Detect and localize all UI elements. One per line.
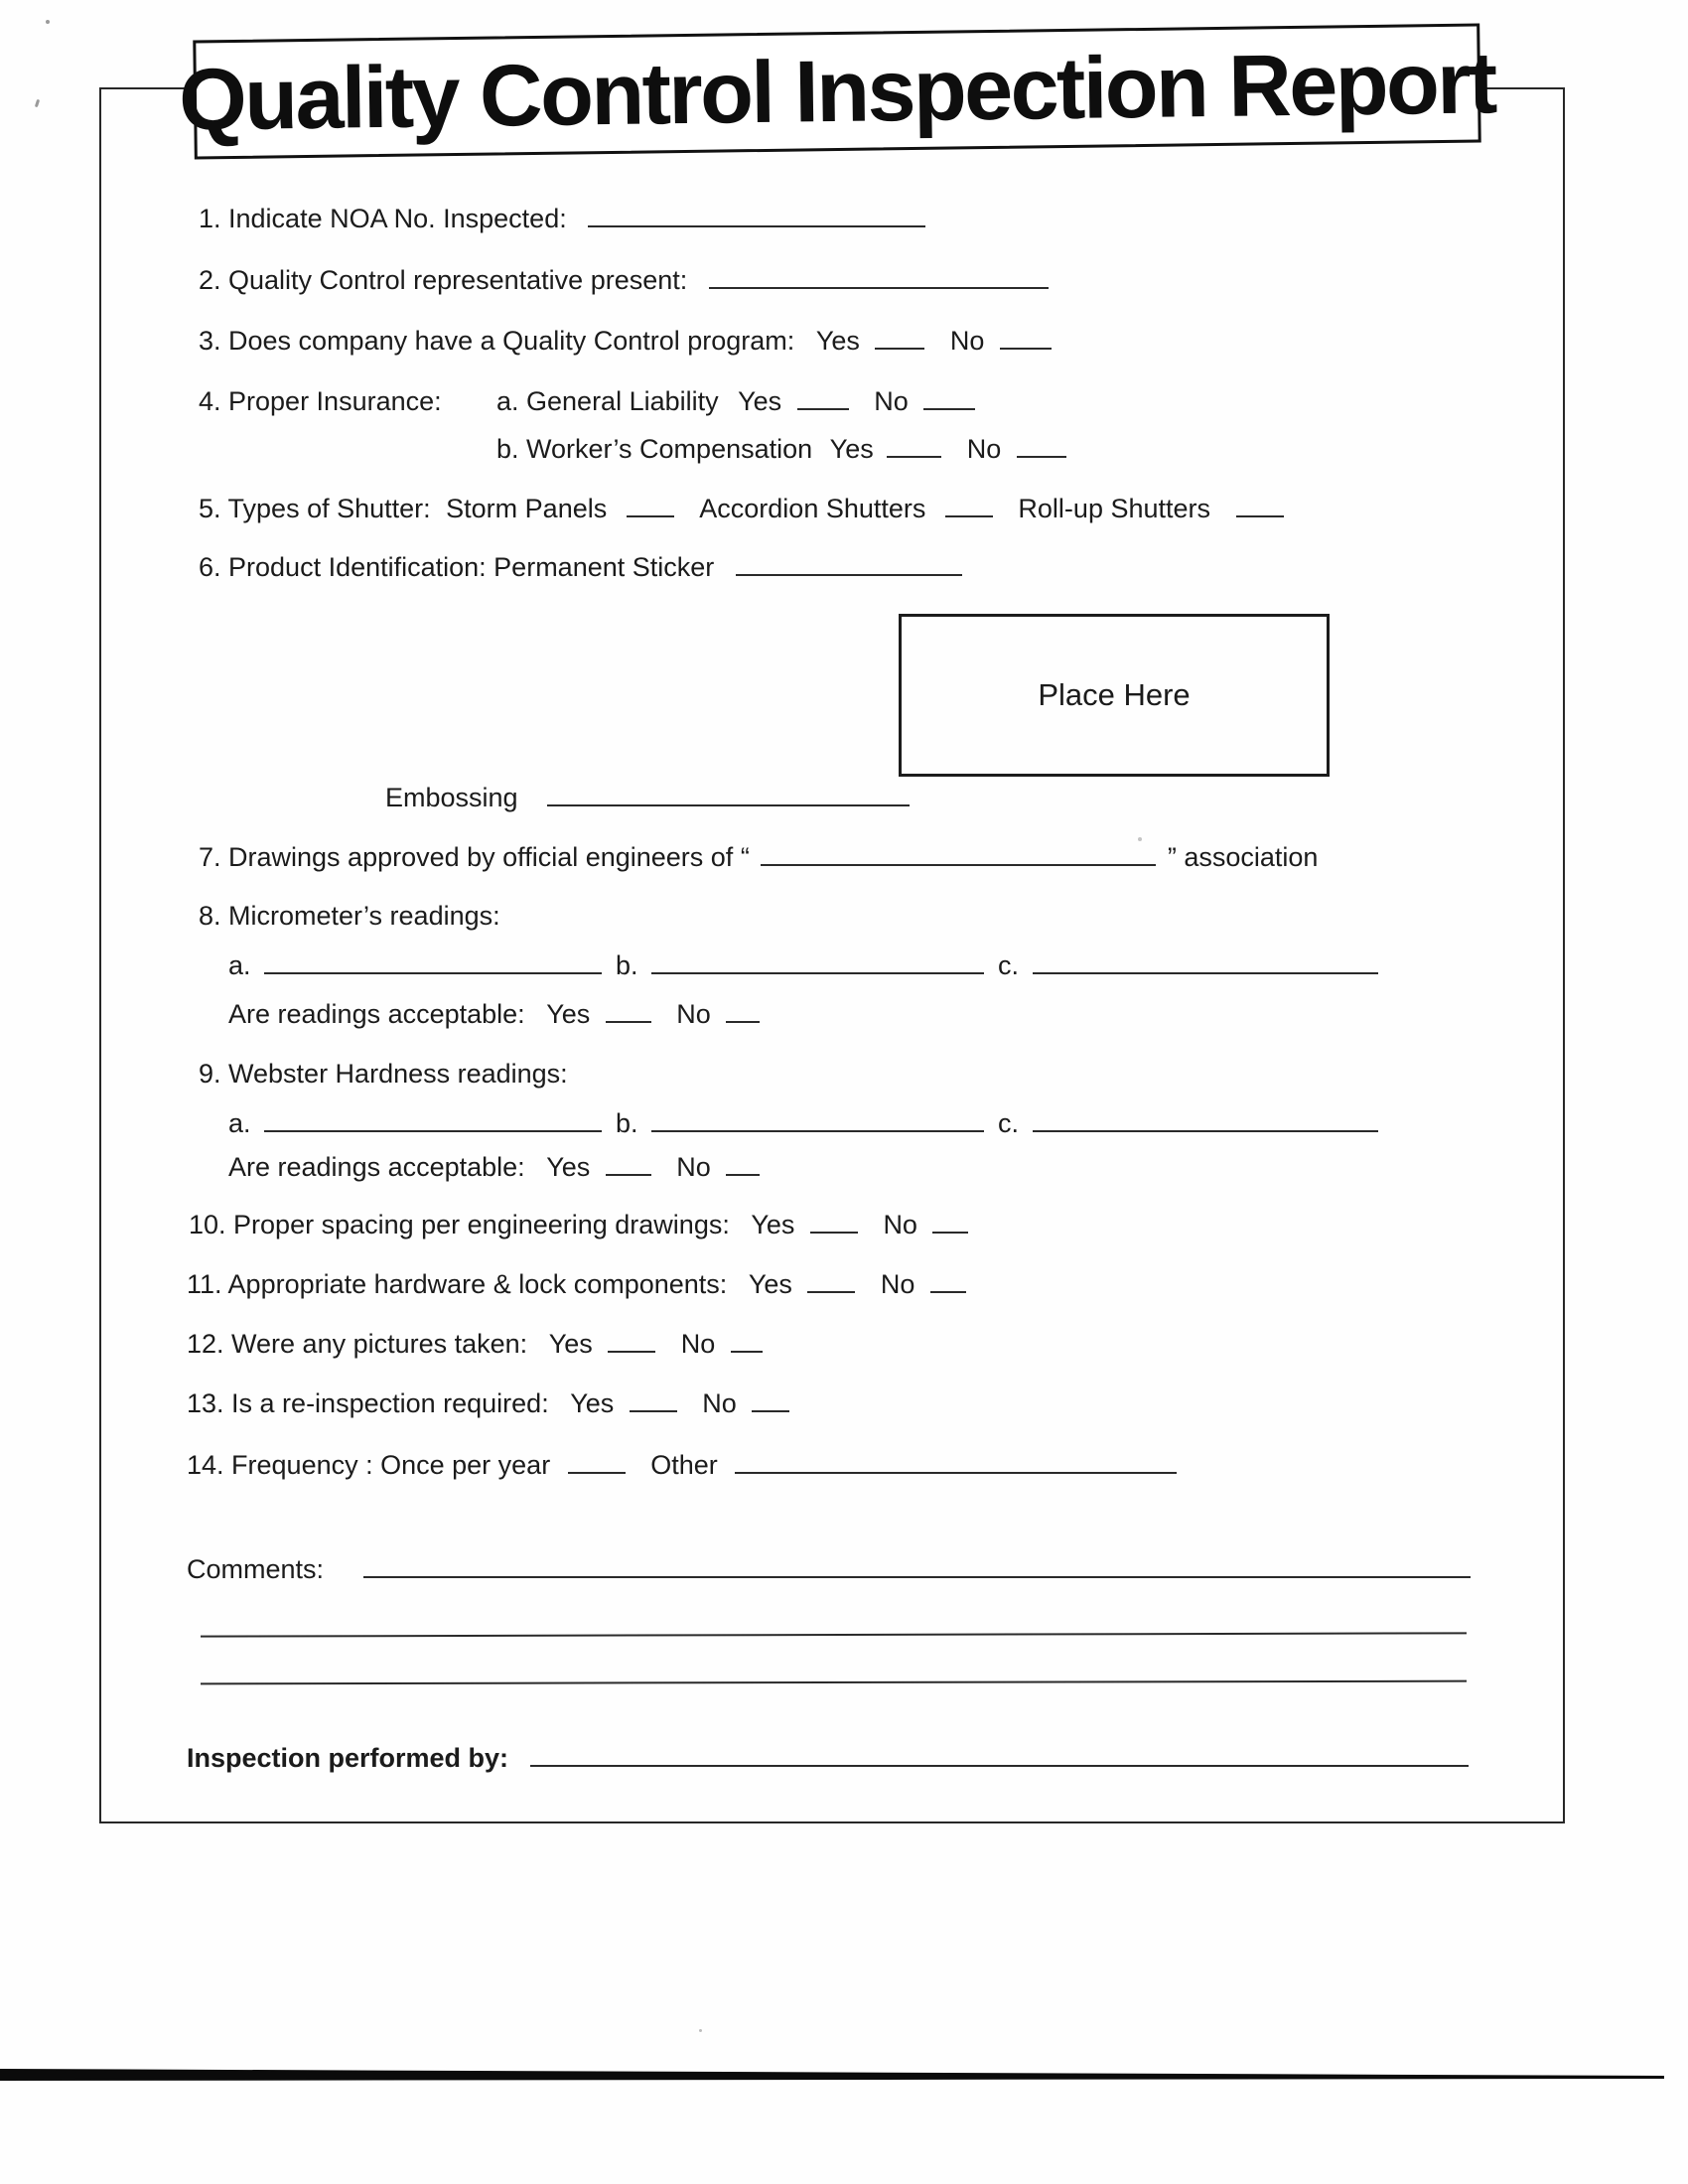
item-4-label: 4. Proper Insurance:: [199, 386, 442, 416]
item-5-blank-3: [1236, 513, 1284, 517]
item-3-label: 3. Does company have a Quality Control program:: [199, 326, 795, 356]
item-6-label: 6. Product Identification: Permanent Sticker: [199, 552, 715, 582]
item-9-b-blank: [651, 1128, 984, 1132]
item-13-no-blank: [752, 1408, 789, 1412]
item-9-no-label: No: [676, 1152, 711, 1182]
item-4a-no-label: No: [874, 386, 909, 416]
item-9-c-label: c.: [998, 1108, 1020, 1138]
item-11-no-label: No: [880, 1269, 915, 1299]
item-9-acceptable-label: Are readings acceptable:: [228, 1152, 525, 1182]
title-box: [178, 24, 1496, 160]
item-13-no-label: No: [702, 1388, 737, 1418]
item-4: [199, 386, 909, 417]
item-7: [199, 842, 1318, 873]
item-1-blank: [588, 223, 925, 227]
item-4b: [496, 434, 1066, 465]
item-2-blank: [709, 285, 1049, 289]
item-12-no-blank: [731, 1349, 763, 1353]
item-9-yes-label: Yes: [546, 1152, 591, 1182]
item-8-a-blank: [264, 970, 602, 974]
item-12: [187, 1329, 763, 1360]
item-4a-label: a. General Liability: [496, 386, 719, 416]
item-9-a-label: a.: [228, 1108, 251, 1138]
item-4a: [496, 386, 975, 417]
item-2: [199, 265, 1049, 296]
item-9-no-blank: [726, 1172, 760, 1176]
scan-speck: [46, 20, 50, 24]
item-4a-yes-blank: [797, 406, 849, 410]
item-11: [187, 1269, 966, 1300]
bottom-scan-rule: [0, 2068, 1664, 2084]
item-11-no-blank: [930, 1289, 966, 1293]
item-8-no-blank: [726, 1019, 760, 1023]
item-2-label: 2. Quality Control representative present:: [199, 265, 688, 295]
scan-speck: [35, 99, 40, 108]
item-3-yes-blank: [875, 346, 924, 350]
item-12-yes-label: Yes: [548, 1329, 593, 1359]
item-4b-no-label: No: [966, 434, 1002, 464]
item-13-yes-blank: [630, 1408, 677, 1412]
item-4b-yes-blank: [887, 454, 941, 458]
item-10-no-label: No: [883, 1210, 917, 1239]
item-1: [199, 204, 925, 234]
item-9-b-label: b.: [616, 1108, 638, 1138]
item-8-a: [228, 950, 602, 981]
scan-speck: [699, 2029, 702, 2032]
item-10-yes-label: Yes: [751, 1210, 795, 1239]
item-7-prefix: 7. Drawings approved by official engineers of “: [199, 842, 750, 872]
item-4a-no-blank: [923, 406, 975, 410]
item-4a-yes-label: Yes: [738, 386, 782, 416]
item-7-blank: [761, 862, 1156, 866]
item-8-b-blank: [651, 970, 984, 974]
item-8-acceptable: [228, 999, 760, 1030]
item-8-c: [998, 950, 1378, 981]
comments-row: [187, 1554, 1471, 1585]
item-4b-yes-label: Yes: [829, 434, 874, 464]
scan-speck: [1138, 837, 1142, 841]
item-11-label: 11. Appropriate hardware & lock components:: [187, 1269, 728, 1299]
sticker-place-label: Place Here: [1038, 677, 1191, 712]
item-8: [199, 901, 500, 932]
item-10: [189, 1210, 968, 1240]
embossing-blank: [547, 802, 910, 806]
item-5-blank-1: [627, 513, 674, 517]
item-5-label: 5. Types of Shutter:: [199, 494, 431, 523]
item-12-label: 12. Were any pictures taken:: [187, 1329, 528, 1359]
item-3-yes-label: Yes: [815, 326, 860, 356]
item-8-b-label: b.: [616, 950, 638, 980]
item-9-a-blank: [264, 1128, 602, 1132]
item-8-a-label: a.: [228, 950, 251, 980]
item-5: [199, 494, 1284, 524]
item-8-c-label: c.: [998, 950, 1020, 980]
item-4b-no-blank: [1017, 454, 1066, 458]
item-11-yes-label: Yes: [748, 1269, 792, 1299]
item-10-yes-blank: [810, 1230, 858, 1234]
item-9-yes-blank: [606, 1172, 651, 1176]
item-3-no-label: No: [949, 326, 985, 356]
item-14-year-blank: [568, 1470, 626, 1474]
item-8-no-label: No: [676, 999, 711, 1029]
item-9-a: [228, 1108, 602, 1139]
item-5-option-3: Roll-up Shutters: [1018, 494, 1211, 523]
item-6: [199, 552, 962, 583]
page-title: Quality Control Inspection Report: [178, 33, 1496, 149]
item-10-label: 10. Proper spacing per engineering drawings:: [189, 1210, 730, 1239]
item-1-label: 1. Indicate NOA No. Inspected:: [199, 204, 567, 233]
item-5-option-2: Accordion Shutters: [699, 494, 926, 523]
item-4b-label: b. Worker’s Compensation: [496, 434, 813, 464]
inspection-blank: [530, 1763, 1469, 1767]
item-3: [199, 326, 1052, 357]
item-5-option-1: Storm Panels: [446, 494, 608, 523]
inspection-row: [187, 1743, 1469, 1774]
item-11-yes-blank: [807, 1289, 855, 1293]
item-8-yes-label: Yes: [546, 999, 591, 1029]
item-7-suffix: ” association: [1167, 842, 1319, 872]
item-8-b: [616, 950, 984, 981]
item-12-no-label: No: [680, 1329, 716, 1359]
item-9-c-blank: [1033, 1128, 1378, 1132]
inspection-label: Inspection performed by:: [187, 1743, 509, 1773]
item-3-no-blank: [1000, 346, 1052, 350]
item-6-blank: [736, 572, 962, 576]
item-13: [187, 1388, 789, 1419]
item-14-other-label: Other: [650, 1450, 718, 1480]
item-5-blank-2: [945, 513, 993, 517]
item-10-no-blank: [932, 1230, 968, 1234]
item-9-b: [616, 1108, 984, 1139]
item-9-acceptable: [228, 1152, 760, 1183]
embossing-label: Embossing: [385, 783, 518, 812]
item-13-label: 13. Is a re-inspection required:: [187, 1388, 549, 1418]
item-14: [187, 1450, 1177, 1481]
item-9-label: 9. Webster Hardness readings:: [199, 1059, 568, 1089]
item-14-other-blank: [735, 1470, 1177, 1474]
sticker-place-box: [899, 614, 1330, 777]
comments-label: Comments:: [187, 1554, 325, 1584]
item-9: [199, 1059, 568, 1090]
comments-blank-1: [363, 1574, 1471, 1578]
item-9-c: [998, 1108, 1378, 1139]
item-13-yes-label: Yes: [570, 1388, 615, 1418]
item-8-acceptable-label: Are readings acceptable:: [228, 999, 525, 1029]
item-8-yes-blank: [606, 1019, 651, 1023]
item-14-label: 14. Frequency : Once per year: [187, 1450, 551, 1480]
item-12-yes-blank: [608, 1349, 655, 1353]
embossing-row: [385, 783, 910, 813]
item-8-c-blank: [1033, 970, 1378, 974]
item-8-label: 8. Micrometer’s readings:: [199, 901, 500, 931]
